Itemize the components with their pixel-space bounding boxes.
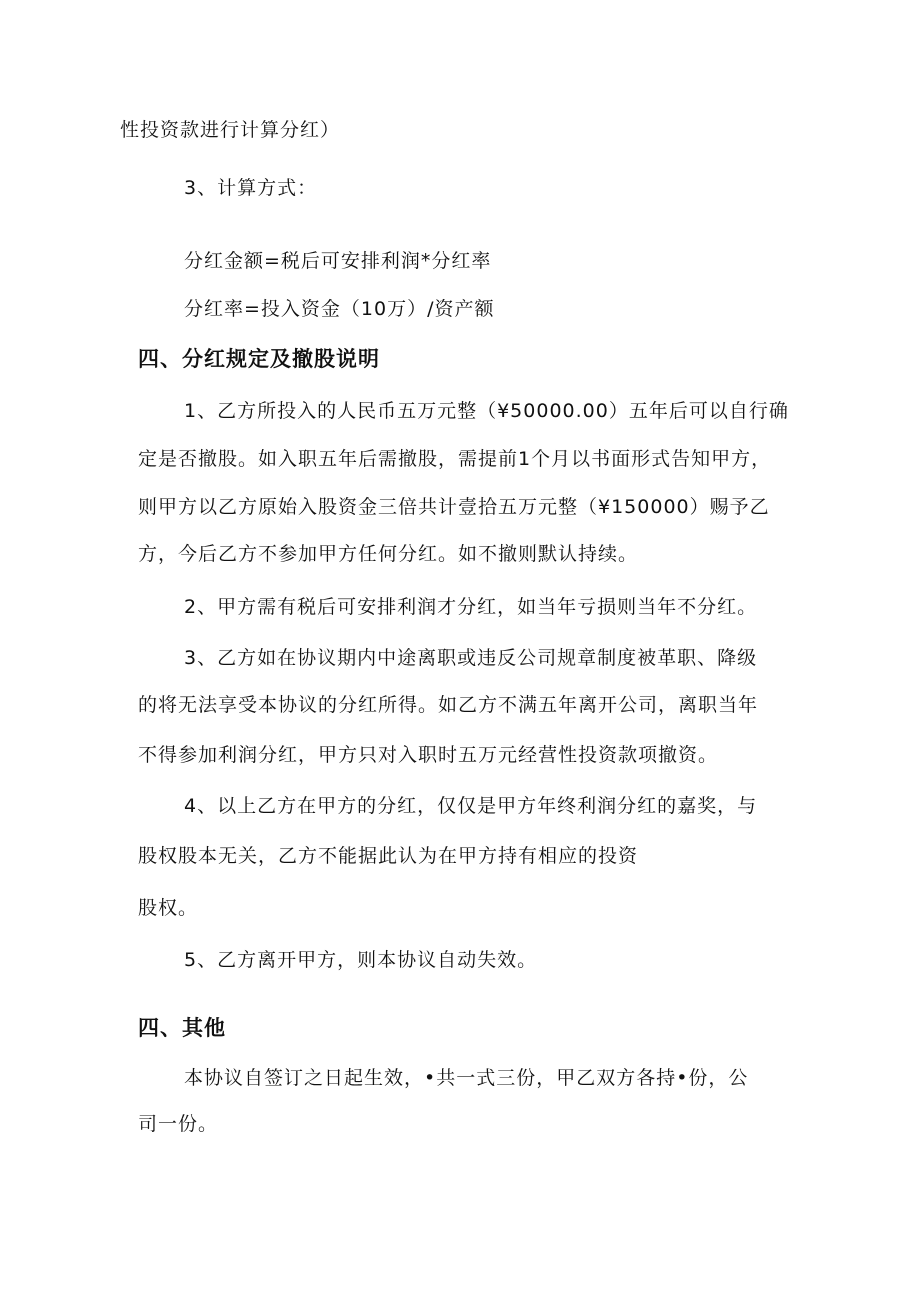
section-heading-dividend-rules: 四、分红规定及撤股说明 [138,347,380,371]
formula-dividend-rate: 分红率=投入资金（10万）/资产额 [184,298,495,320]
formula-dividend-amount: 分红金额=税后可安排利润*分红率 [184,250,492,272]
rule-1-line-2: 定是否撤股。如入职五年后需撤股，需提前1个月以书面形式告知甲方， [138,448,772,470]
rule-5: 5、乙方离开甲方，则本协议自动失效。 [184,949,538,971]
rule-3-line-2: 的将无法享受本协议的分红所得。如乙方不满五年离开公司，离职当年 [138,694,759,716]
other-line-1: 本协议自签订之日起生效，•共一式三份，甲乙双方各持•份，公 [184,1067,749,1089]
continuation-text: 性投资款进行计算分红） [120,119,341,141]
other-line-2: 司一份。 [138,1113,219,1135]
rule-4-line-3: 股权。 [138,897,199,919]
rule-3-line-3: 不得参加利润分红，甲方只对入职时五万元经营性投资款项撤资。 [138,744,719,766]
rule-1-line-3: 则甲方以乙方原始入股资金三倍共计壹拾五万元整（¥150000）赐予乙 [138,496,770,518]
calc-method-item: 3、计算方式： [184,177,318,199]
rule-1-line-4: 方，今后乙方不参加甲方任何分红。如不撤则默认持续。 [138,543,639,565]
section-heading-other: 四、其他 [138,1016,226,1040]
rule-4-line-1: 4、以上乙方在甲方的分红，仅仅是甲方年终利润分红的嘉奖，与 [184,795,758,817]
rule-2: 2、甲方需有税后可安排利润才分红，如当年亏损则当年不分红。 [184,596,758,618]
rule-4-line-2: 股权股本无关，乙方不能据此认为在甲方持有相应的投资 [138,845,639,867]
rule-1-line-1: 1、乙方所投入的人民币五万元整（¥50000.00）五年后可以自行确 [184,400,789,422]
rule-3-line-1: 3、乙方如在协议期内中途离职或违反公司规章制度被革职、降级 [184,647,758,669]
